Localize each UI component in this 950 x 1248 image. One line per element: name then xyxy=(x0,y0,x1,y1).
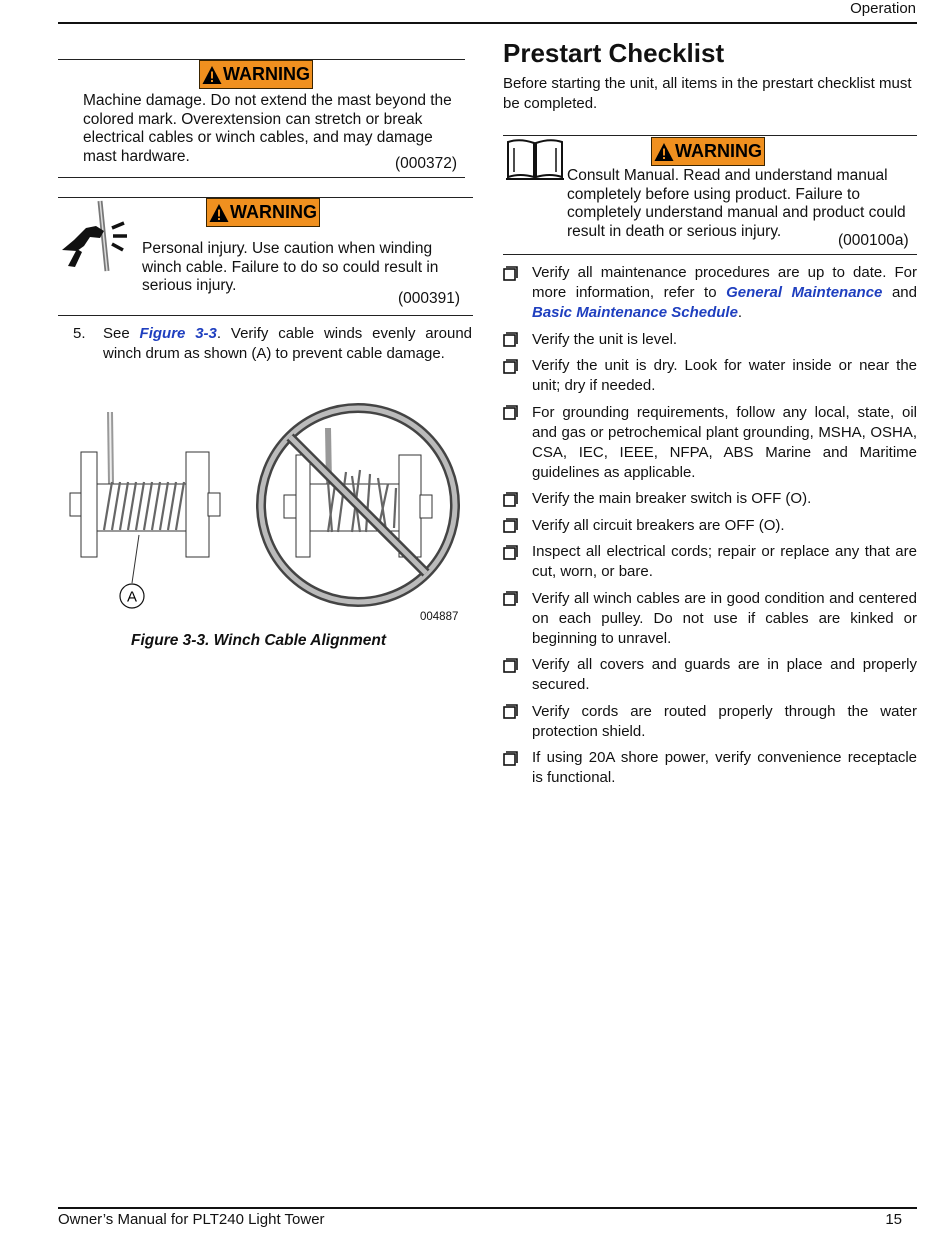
checklist-item xyxy=(503,330,917,350)
basic-maintenance-schedule-link[interactable]: Basic Maintenance Schedule xyxy=(532,304,738,321)
checklist-item xyxy=(503,516,917,536)
intro-text: Before starting the unit, all items in the prestart checklist must be completed. xyxy=(503,75,912,112)
checklist-item xyxy=(503,403,917,483)
checkbox-icon[interactable] xyxy=(503,263,532,283)
checklist-item-text: Verify the main breaker switch is OFF (O). xyxy=(532,490,812,507)
callout-label: A xyxy=(126,588,138,606)
warning-bottom-rule xyxy=(58,315,473,316)
checkbox-icon[interactable] xyxy=(503,589,532,609)
warning-triangle-icon xyxy=(202,65,222,85)
warning-code: (000391) xyxy=(398,290,461,307)
footer-rule xyxy=(58,1207,917,1209)
figure-code: 004887 xyxy=(420,611,459,623)
warning-text: Machine damage. Do not extend the mast beyond the colored mark. Overextension can stretch or break electrical cables or winch cables, and may damage mast hardware. xyxy=(83,92,452,165)
step-body: . Verify cable winds evenly around winch drum as shown (A) to prevent cable damage. xyxy=(103,325,473,362)
warning-badge xyxy=(206,198,320,227)
checklist-item xyxy=(503,542,917,582)
checklist-item-text: Verify cords are routed properly through the water protection shield. xyxy=(532,702,917,740)
warning-badge-label: WARNING xyxy=(223,64,310,84)
checklist-item-text: Verify all covers and guards are in place and properly secured. xyxy=(532,656,917,693)
checklist-item xyxy=(503,489,917,509)
checklist-item xyxy=(503,263,917,323)
correct-winding-drum xyxy=(70,412,220,608)
checklist-item-text: If using 20A shore power, verify convenience receptacle is functional. xyxy=(532,749,917,786)
section-title: Prestart Checklist xyxy=(503,38,725,68)
warning-triangle-icon xyxy=(654,142,674,162)
checkbox-icon[interactable] xyxy=(503,542,532,562)
prestart-checklist xyxy=(503,263,917,795)
warning-badge-label: WARNING xyxy=(675,141,762,161)
checklist-item-text: Verify the unit is level. xyxy=(532,330,678,348)
warning-triangle-icon xyxy=(209,203,229,223)
page-number: 15 xyxy=(885,1211,902,1228)
header-rule xyxy=(58,22,917,24)
checklist-item xyxy=(503,356,917,396)
step-text xyxy=(103,324,472,364)
checklist-item-text xyxy=(532,263,917,323)
checkbox-icon[interactable] xyxy=(503,516,532,536)
checklist-item xyxy=(503,748,917,788)
checklist-item xyxy=(503,702,917,742)
warning-bottom-rule xyxy=(58,177,465,178)
figure-caption: Figure 3-3. Winch Cable Alignment xyxy=(131,632,387,649)
warning-text: Personal injury. Use caution when winding winch cable. Failure to do so could result in serious injury. xyxy=(142,240,439,294)
warning-bottom-rule xyxy=(503,254,917,255)
checkbox-icon[interactable] xyxy=(503,356,532,376)
checklist-text-part: and xyxy=(891,284,917,301)
warning-text: Consult Manual. Read and understand manual completely before using product. Failure to completely understand manual and product could result in death or serious injury. xyxy=(567,167,906,240)
checklist-text-part: . xyxy=(737,304,743,321)
checklist-item-text: Verify all circuit breakers are OFF (O). xyxy=(532,516,785,534)
checkbox-icon[interactable] xyxy=(503,403,532,423)
warning-badge-label: WARNING xyxy=(230,202,317,222)
warning-badge xyxy=(199,60,313,89)
open-book-icon xyxy=(505,137,565,181)
checkbox-icon[interactable] xyxy=(503,702,532,722)
figure-link[interactable]: Figure 3-3 xyxy=(139,325,217,342)
incorrect-winding-drum xyxy=(261,408,455,602)
warning-top-rule xyxy=(503,135,917,136)
checklist-item-text: Verify the unit is dry. Look for water inside or near the unit; dry if needed. xyxy=(532,357,917,394)
checkbox-icon[interactable] xyxy=(503,655,532,675)
winch-cable-figure xyxy=(60,400,470,630)
checklist-item xyxy=(503,655,917,695)
checkbox-icon[interactable] xyxy=(503,748,532,768)
step-see: See xyxy=(103,325,130,342)
warning-code: (000372) xyxy=(395,155,458,172)
step-number: 5. xyxy=(73,325,86,342)
hand-pinch-cable-icon xyxy=(60,200,132,272)
checklist-item-text: For grounding requirements, follow any local, state, oil and gas or petrochemical plant grounding, MSHA, OSHA, CSA, IEC, IEEE, NFPA, ABS Marine and Maritime guidelines as applicable. xyxy=(532,403,917,481)
checklist-text-part: Verify all maintenance procedures are up to date. For more information, refer to xyxy=(532,264,917,301)
checklist-item-text: Verify all winch cables are in good condition and centered on each pulley. Do not use if cables are kinked or beginning to unravel. xyxy=(532,589,917,647)
footer-title: Owner’s Manual for PLT240 Light Tower xyxy=(58,1211,325,1228)
checkbox-icon[interactable] xyxy=(503,330,532,350)
warning-badge xyxy=(651,137,765,166)
section-header: Operation xyxy=(850,0,916,17)
checklist-item-text: Inspect all electrical cords; repair or replace any that are cut, worn, or bare. xyxy=(532,543,917,580)
checkbox-icon[interactable] xyxy=(503,489,532,509)
general-maintenance-link[interactable]: General Maintenance xyxy=(726,284,883,301)
checklist-item xyxy=(503,589,917,649)
warning-code: (000100a) xyxy=(838,232,909,249)
